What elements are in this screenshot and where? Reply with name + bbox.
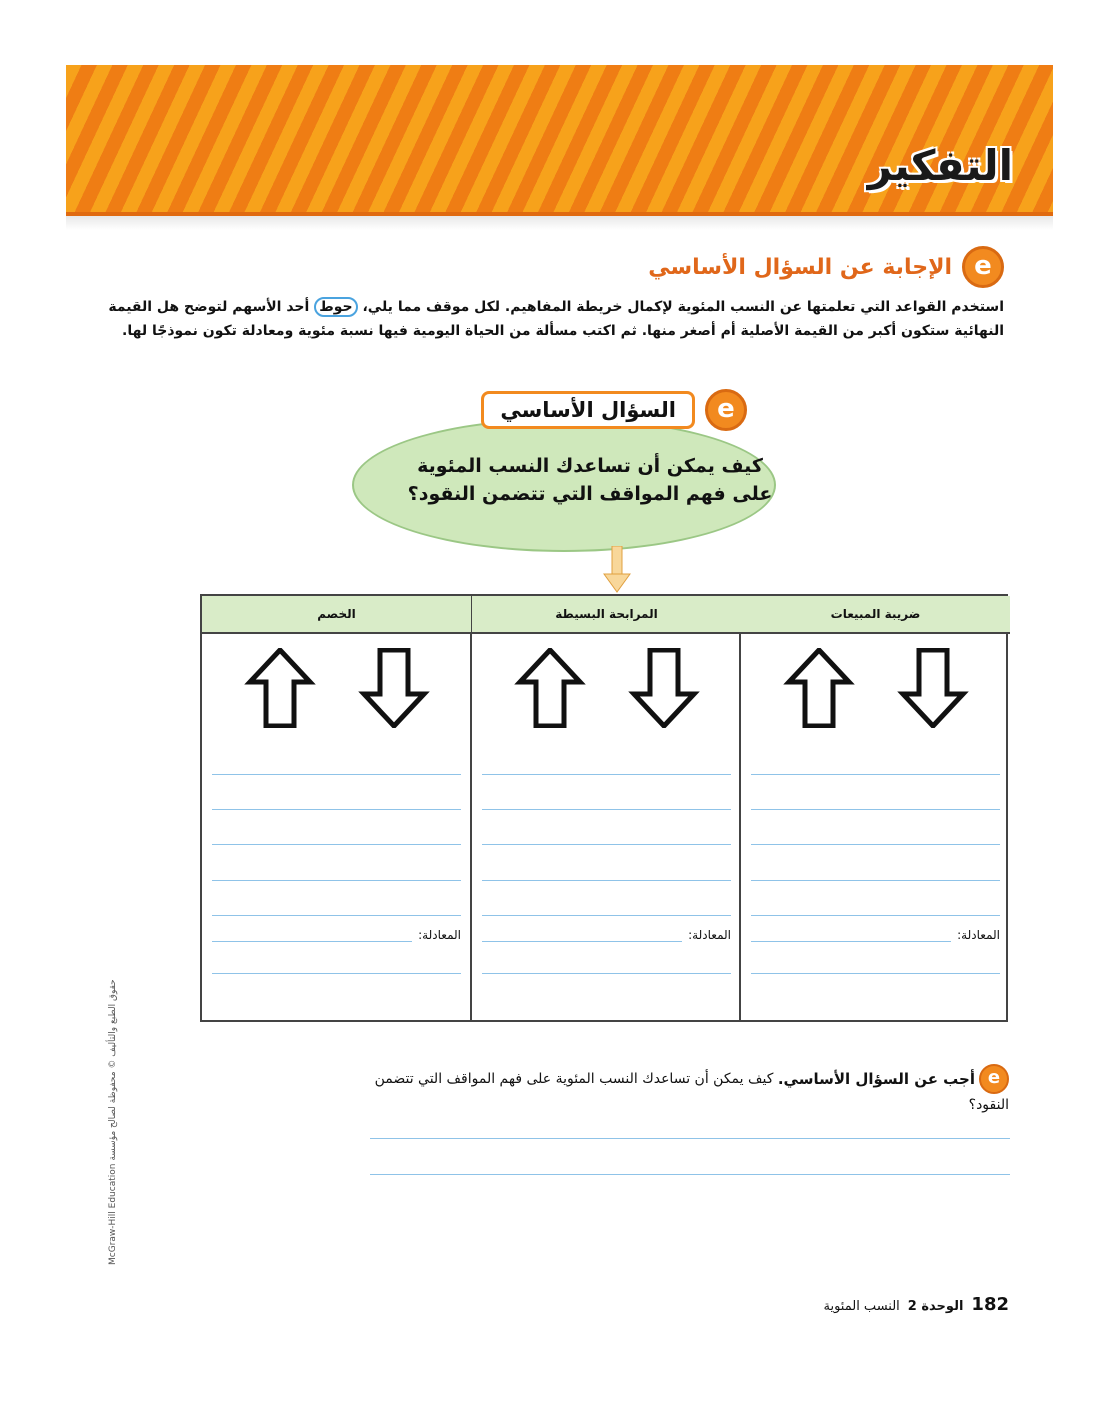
writing-line[interactable] <box>751 880 1000 881</box>
instructions-paragraph <box>104 295 1004 343</box>
column-simple-murabaha <box>472 596 741 1020</box>
section-heading <box>648 246 1004 288</box>
writing-line[interactable] <box>751 973 1000 974</box>
circle-word: حوط <box>314 297 357 317</box>
up-arrow-icon[interactable] <box>520 650 580 726</box>
writing-line[interactable] <box>751 809 1000 810</box>
essential-question-text: كيف يمكن أن تساعدك النسب المئوية على فهم المواقف التي تتضمن النقود؟ <box>407 455 773 505</box>
answer-question-text: كيف يمكن أن تساعدك النسب المئوية على فهم المواقف التي تتضمن النقود؟ <box>374 1071 1009 1113</box>
writing-line[interactable] <box>212 809 461 810</box>
writing-line[interactable] <box>751 774 1000 775</box>
down-arrow-icon[interactable] <box>634 650 694 726</box>
answer-heading-text: أجب عن السؤال الأساسي. <box>777 1070 975 1088</box>
equation-blank[interactable] <box>751 927 951 942</box>
equation-row <box>751 922 1000 942</box>
unit-title: النسب المئوية <box>823 1299 900 1314</box>
instructions-part1: استخدم القواعد التي تعلمتها عن النسب المئوية لإكمال خريطة المفاهيم. لكل موقف مما يلي، <box>362 299 1004 315</box>
equation-row <box>212 922 461 942</box>
equation-label: المعادلة: <box>688 928 731 942</box>
up-arrow-icon[interactable] <box>250 650 310 726</box>
column-discount <box>202 596 471 1020</box>
down-arrow-icon[interactable] <box>364 650 424 726</box>
column-header: المرابحة البسيطة <box>472 596 741 634</box>
equation-label: المعادلة: <box>418 928 461 942</box>
page-number: 182 <box>971 1294 1009 1315</box>
banner-shadow <box>66 216 1053 230</box>
arrow-pair <box>202 648 471 728</box>
unit-label: الوحدة 2 <box>907 1299 964 1314</box>
writing-line[interactable] <box>212 880 461 881</box>
equation-blank[interactable] <box>482 927 682 942</box>
column-header: ضريبة المبيعات <box>741 596 1010 634</box>
writing-line[interactable] <box>212 774 461 775</box>
connector-arrow-icon <box>602 546 632 594</box>
essential-question-tab-label: السؤال الأساسي <box>481 391 695 429</box>
essential-question-tab <box>437 386 757 434</box>
writing-line[interactable] <box>482 915 731 916</box>
up-arrow-icon[interactable] <box>789 650 849 726</box>
page-footer <box>823 1294 1009 1315</box>
answer-writing-line[interactable] <box>370 1174 1010 1175</box>
column-sales-tax <box>741 596 1010 1020</box>
equation-row <box>482 922 731 942</box>
writing-line[interactable] <box>212 973 461 974</box>
essential-question-e-icon: e <box>979 1064 1009 1094</box>
writing-line[interactable] <box>482 973 731 974</box>
instructions-part2: أحد الأسهم لتوضح هل القيمة النهائية ستكون أكبر من القيمة الأصلية أم أصغر منها. ثم اكتب مسألة من الحياة اليومية فيها نسبة مئوية ومعادلة تكون نموذجًا لها. <box>108 299 1004 339</box>
answer-writing-line[interactable] <box>370 1138 1010 1139</box>
copyright-note: حقوق الطبع والتأليف © محفوظة لصالح مؤسسة McGraw-Hill Education <box>108 979 118 1265</box>
column-header: الخصم <box>202 596 471 634</box>
writing-line[interactable] <box>212 844 461 845</box>
answer-essential-question <box>369 1064 1009 1116</box>
essential-question-e-icon: e <box>962 246 1004 288</box>
section-heading-text: الإجابة عن السؤال الأساسي <box>648 254 952 280</box>
concept-map-table <box>200 594 1008 1022</box>
banner-title: التفكير <box>867 141 1013 190</box>
writing-line[interactable] <box>482 844 731 845</box>
answer-heading <box>778 1064 1009 1094</box>
arrow-pair <box>741 648 1010 728</box>
header-banner <box>66 65 1053 216</box>
equation-label: المعادلة: <box>957 928 1000 942</box>
writing-line[interactable] <box>751 915 1000 916</box>
writing-line[interactable] <box>751 844 1000 845</box>
writing-line[interactable] <box>482 774 731 775</box>
essential-question-e-icon: e <box>705 389 747 431</box>
writing-line[interactable] <box>482 809 731 810</box>
equation-blank[interactable] <box>212 927 412 942</box>
down-arrow-icon[interactable] <box>903 650 963 726</box>
writing-line[interactable] <box>212 915 461 916</box>
arrow-pair <box>472 648 741 728</box>
writing-line[interactable] <box>482 880 731 881</box>
